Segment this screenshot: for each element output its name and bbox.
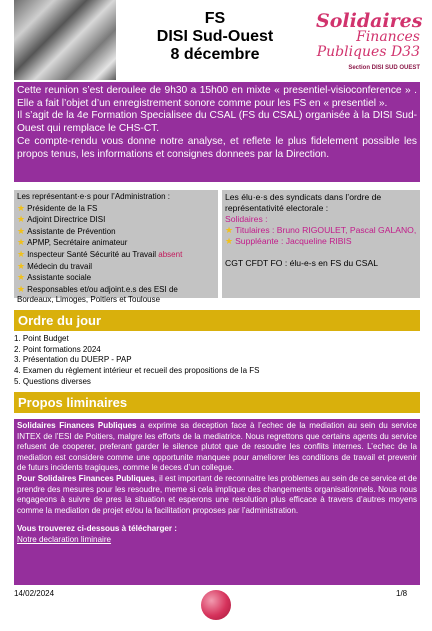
administration-heading: Les représentant·e·s pour l’Administration :	[17, 192, 170, 201]
agenda-item: 5. Questions diverses	[14, 376, 91, 386]
agenda-item: 1. Point Budget	[14, 334, 69, 343]
document-title	[110, 10, 320, 64]
propos-heading: Propos liminaires	[14, 392, 420, 413]
star-icon: ★	[17, 214, 26, 225]
other-syndicats: CGT CFDT FO : élu-e-s en FS du CSAL	[225, 258, 378, 268]
absent-label: absent	[158, 249, 183, 259]
agenda-item: 3. Présentation du DUERP - PAP	[14, 355, 132, 365]
intro-box	[14, 82, 420, 182]
admin-item: ★ Inspecteur Santé Sécurité au Travail absent	[17, 248, 183, 259]
logo-line-3: Publiques D33	[316, 44, 420, 60]
syndicats-heading: Les élu·e·s des syndicats dans l’ordre de représentativité electorale :	[225, 192, 382, 213]
admin-item: ★ APMP, Secrétaire animateur	[17, 237, 128, 248]
footer-date: 14/02/2024	[14, 589, 55, 598]
footer-logo-icon	[201, 590, 231, 620]
star-icon: ★	[17, 225, 26, 236]
suppleante: ★ Suppléante : Jacqueline RIBIS	[225, 236, 352, 246]
logo-line-4: Section DISI SUD OUEST	[348, 65, 420, 71]
admin-item: ★ Responsables et/ou adjoint.e.s des ESI de	[17, 283, 178, 294]
star-icon: ★	[225, 236, 234, 246]
administration-box	[14, 190, 218, 305]
footer-page-number: 1/8	[396, 589, 408, 598]
title-line-1: FS	[204, 10, 226, 27]
star-icon: ★	[17, 260, 26, 271]
logo-line-1: Solidaires	[316, 10, 423, 32]
syndicats-box	[222, 190, 420, 298]
download-label: Vous trouverez ci-dessous à télécharger :	[17, 524, 177, 534]
admin-item: ★ Adjoint Directrice DISI	[17, 214, 106, 225]
propos-paragraph-2: Pour Solidaires Finances Publiques, il est important de reconnaitre les problemes au sein de ce service et de prendre des mesures pour les resoudre, meme si cela implique des changements organisationnels. Nous nous engageons à suivre de pres la situation et esperons une resolution plus efficace à travers d’autres moyens comme la mediation de projet et/ou la facilitation proposes par l’administration.	[17, 473, 417, 515]
star-icon: ★	[17, 272, 26, 283]
admin-item: ★ Assistante de Prévention	[17, 225, 116, 236]
star-icon: ★	[17, 237, 26, 248]
star-icon: ★	[225, 225, 234, 235]
intro-paragraph-2: Il s’agit de la 4e Formation Specialisee du CSAL (FS du CSAL) organisée à la DISI Sud-Ouest qui remplace le CHS-CT.	[17, 110, 417, 135]
star-icon: ★	[17, 283, 26, 294]
star-icon: ★	[17, 248, 26, 259]
agenda-list	[14, 334, 414, 388]
admin-item: ★ Présidente de la FS	[17, 202, 98, 213]
agenda-item: 2. Point formations 2024	[14, 344, 101, 354]
propos-box	[14, 419, 420, 585]
title-line-3: 8 décembre	[170, 46, 260, 63]
admin-item: ★ Assistante sociale	[17, 272, 92, 283]
title-line-2: DISI Sud-Ouest	[156, 28, 274, 45]
agenda-heading: Ordre du jour	[14, 310, 420, 331]
admin-item: ★ Médecin du travail	[17, 260, 92, 271]
intro-paragraph-3: Ce compte-rendu vous donne notre analyse, et reflete le plus fidelement possible les propos tenus, les informations et consignes donnees par la Direction.	[17, 135, 417, 160]
agenda-item: 4. Examen du règlement intérieur et recueil des propositions de la FS	[14, 366, 260, 376]
header-photo	[14, 0, 116, 80]
star-icon: ★	[17, 202, 26, 213]
propos-paragraph-1: Solidaires Finances Publiques a exprime sa deception face à l’echec de la mediation au sein du service INTEX de l’ESI de Poitiers, malgre les efforts de la mediatrice. Nous regrettons que certains agents du service refusent de cooperer, preferant garder le silence plutot que de resoudre les conflits internes. L’echec de la mediation est considere comme une opportunite manquee pour ameliorer les conditions de travail et prevenir de futurs incidents tragiques, comme le deces d’un collegue.	[17, 421, 417, 473]
declaration-link[interactable]: Notre declaration liminaire	[17, 534, 112, 544]
download-link-wrap	[17, 535, 417, 546]
admin-item-continued: Bordeaux, Limoges, Poitiers et Toulouse	[17, 295, 161, 305]
solidaires-logo	[316, 2, 423, 82]
logo-line-2: Finances	[356, 29, 420, 45]
syndicat-org: Solidaires :	[225, 214, 268, 224]
titulaires: ★ Titulaires : Bruno RIGOULET, Pascal GALANO,	[225, 225, 417, 235]
intro-paragraph-1: Cette reunion s’est deroulee de 9h30 a 15h00 en mixte « presentiel-visioconference » . Elle a fait l’objet d’un enregistrement sonore comme pour les FS en « presentiel ».	[17, 85, 417, 109]
